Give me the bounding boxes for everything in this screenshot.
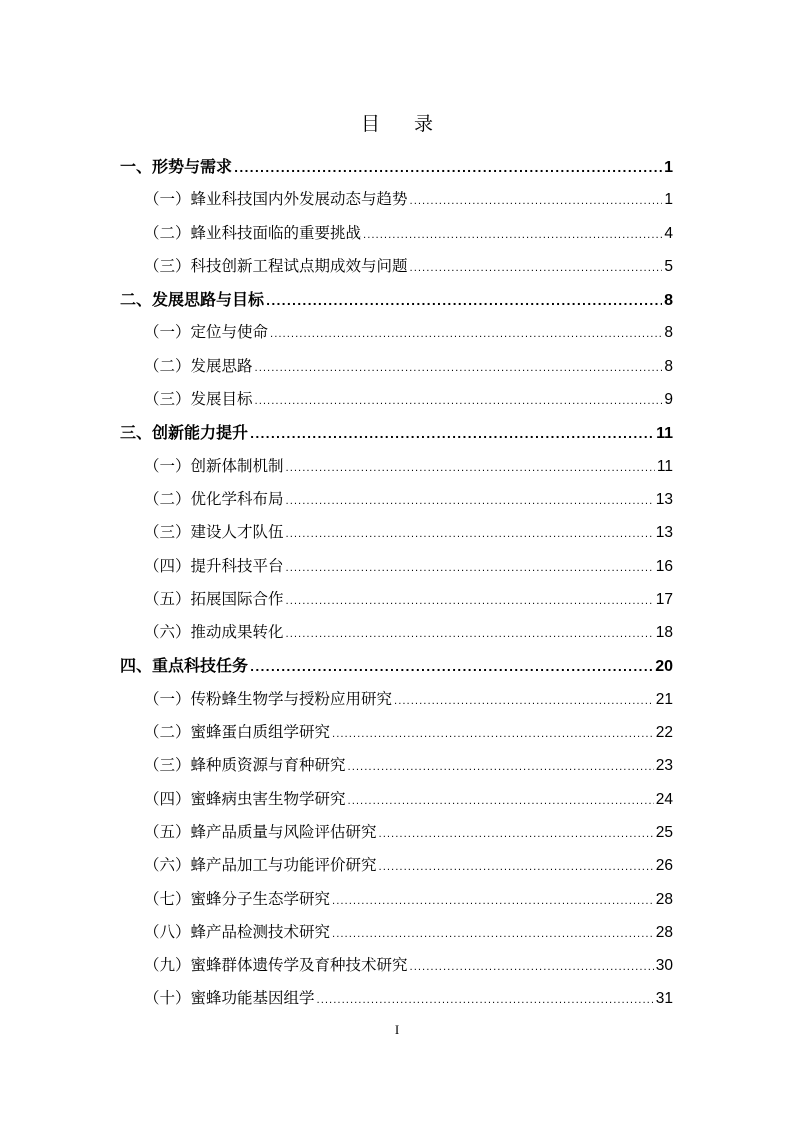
toc-entry-label: （二）蜜蜂蛋白质组学研究 bbox=[144, 723, 331, 742]
toc-dot-leader bbox=[286, 618, 654, 651]
toc-entry-label: （一）蜂业科技国内外发展动态与趋势 bbox=[144, 190, 408, 209]
toc-section-entry[interactable] bbox=[120, 383, 673, 416]
toc-section-entry[interactable] bbox=[120, 516, 673, 549]
toc-dot-leader bbox=[266, 285, 662, 318]
toc-section-entry[interactable] bbox=[120, 550, 673, 583]
toc-section-entry[interactable] bbox=[120, 316, 673, 349]
toc-section-entry[interactable] bbox=[120, 783, 673, 816]
toc-entry-page: 22 bbox=[655, 724, 673, 742]
toc-dot-leader bbox=[234, 152, 662, 185]
toc-dot-leader bbox=[394, 685, 654, 718]
toc-dot-leader bbox=[286, 485, 654, 518]
toc-dot-leader bbox=[332, 918, 654, 951]
toc-entry-page: 9 bbox=[664, 391, 673, 409]
toc-entry-page: 18 bbox=[655, 624, 673, 642]
toc-section-entry[interactable] bbox=[120, 749, 673, 782]
toc-section-entry[interactable] bbox=[120, 450, 673, 483]
table-of-contents bbox=[120, 150, 673, 1016]
toc-entry-label: （四）提升科技平台 bbox=[144, 556, 284, 575]
toc-entry-page: 31 bbox=[655, 990, 673, 1008]
toc-entry-label: （九）蜜蜂群体遗传学及育种技术研究 bbox=[144, 956, 408, 975]
toc-entry-page: 17 bbox=[655, 590, 673, 608]
toc-section-entry[interactable] bbox=[120, 183, 673, 216]
toc-dot-leader bbox=[363, 219, 662, 252]
toc-entry-label: （三）科技创新工程试点期成效与问题 bbox=[144, 256, 408, 275]
toc-entry-label: （八）蜂产品检测技术研究 bbox=[144, 922, 331, 941]
toc-entry-label: （三）建设人才队伍 bbox=[144, 523, 284, 542]
toc-entry-page: 25 bbox=[655, 823, 673, 841]
toc-entry-page: 8 bbox=[664, 324, 673, 342]
toc-chapter-entry[interactable] bbox=[120, 416, 673, 449]
toc-entry-page: 21 bbox=[655, 690, 673, 708]
toc-dot-leader bbox=[332, 718, 654, 751]
page-title: 目 录 bbox=[360, 112, 448, 135]
toc-entry-page: 20 bbox=[655, 658, 673, 676]
toc-dot-leader bbox=[410, 252, 663, 285]
toc-section-entry[interactable] bbox=[120, 883, 673, 916]
toc-section-entry[interactable] bbox=[120, 350, 673, 383]
toc-section-entry[interactable] bbox=[120, 982, 673, 1015]
toc-chapter-entry[interactable] bbox=[120, 283, 673, 316]
toc-entry-page: 13 bbox=[655, 490, 673, 508]
toc-chapter-entry[interactable] bbox=[120, 150, 673, 183]
toc-dot-leader bbox=[255, 385, 663, 418]
toc-dot-leader bbox=[255, 352, 663, 385]
toc-entry-label: （一）传粉蜂生物学与授粉应用研究 bbox=[144, 689, 393, 708]
toc-entry-page: 13 bbox=[655, 524, 673, 542]
toc-dot-leader bbox=[410, 951, 654, 984]
toc-entry-label: （三）发展目标 bbox=[144, 390, 253, 409]
toc-dot-leader bbox=[286, 518, 654, 551]
toc-entry-label: 二、发展思路与目标 bbox=[120, 290, 265, 310]
toc-section-entry[interactable] bbox=[120, 583, 673, 616]
toc-entry-label: （一）创新体制机制 bbox=[144, 456, 284, 475]
toc-dot-leader bbox=[286, 452, 655, 485]
toc-section-entry[interactable] bbox=[120, 250, 673, 283]
toc-entry-label: （六）蜂产品加工与功能评价研究 bbox=[144, 856, 377, 875]
toc-dot-leader bbox=[410, 185, 663, 218]
page-number: I bbox=[394, 1022, 400, 1037]
toc-dot-leader bbox=[250, 651, 653, 684]
toc-entry-page: 30 bbox=[655, 957, 673, 975]
toc-dot-leader bbox=[379, 851, 654, 884]
toc-entry-page: 11 bbox=[656, 457, 673, 475]
toc-entry-label: （四）蜜蜂病虫害生物学研究 bbox=[144, 789, 346, 808]
toc-dot-leader bbox=[379, 818, 654, 851]
toc-entry-label: （二）发展思路 bbox=[144, 356, 253, 375]
toc-entry-label: （六）推动成果转化 bbox=[144, 623, 284, 642]
toc-entry-label: （五）蜂产品质量与风险评估研究 bbox=[144, 822, 377, 841]
toc-entry-label: 四、重点科技任务 bbox=[120, 656, 249, 676]
toc-entry-page: 26 bbox=[655, 857, 673, 875]
toc-entry-page: 8 bbox=[664, 292, 673, 310]
toc-entry-label: （五）拓展国际合作 bbox=[144, 589, 284, 608]
toc-entry-page: 11 bbox=[656, 425, 673, 443]
toc-entry-label: 一、形势与需求 bbox=[120, 157, 233, 176]
toc-entry-page: 28 bbox=[655, 923, 673, 941]
toc-dot-leader bbox=[317, 984, 654, 1017]
toc-section-entry[interactable] bbox=[120, 483, 673, 516]
toc-section-entry[interactable] bbox=[120, 683, 673, 716]
toc-dot-leader bbox=[250, 418, 654, 451]
toc-entry-page: 28 bbox=[655, 890, 673, 908]
toc-entry-label: （三）蜂种质资源与育种研究 bbox=[144, 756, 346, 775]
toc-section-entry[interactable] bbox=[120, 217, 673, 250]
toc-dot-leader bbox=[270, 318, 662, 351]
toc-dot-leader bbox=[286, 585, 654, 618]
toc-chapter-entry[interactable] bbox=[120, 649, 673, 682]
toc-entry-label: 三、创新能力提升 bbox=[120, 423, 249, 443]
toc-entry-page: 5 bbox=[664, 257, 673, 275]
toc-entry-label: （一）定位与使命 bbox=[144, 323, 269, 342]
toc-entry-page: 1 bbox=[664, 191, 673, 209]
toc-dot-leader bbox=[348, 751, 654, 784]
toc-section-entry[interactable] bbox=[120, 916, 673, 949]
toc-dot-leader bbox=[348, 785, 654, 818]
toc-entry-page: 23 bbox=[655, 757, 673, 775]
toc-section-entry[interactable] bbox=[120, 816, 673, 849]
toc-dot-leader bbox=[286, 552, 654, 585]
toc-entry-label: （十）蜜蜂功能基因组学 bbox=[144, 989, 315, 1008]
toc-entry-label: （二）优化学科布局 bbox=[144, 489, 284, 508]
toc-entry-page: 4 bbox=[664, 224, 673, 242]
toc-entry-page: 16 bbox=[655, 557, 673, 575]
toc-section-entry[interactable] bbox=[120, 949, 673, 982]
toc-entry-page: 1 bbox=[664, 159, 673, 176]
toc-entry-label: （七）蜜蜂分子生态学研究 bbox=[144, 889, 331, 908]
toc-entry-page: 24 bbox=[655, 790, 673, 808]
toc-entry-label: （二）蜂业科技面临的重要挑战 bbox=[144, 223, 362, 242]
toc-section-entry[interactable] bbox=[120, 616, 673, 649]
toc-dot-leader bbox=[332, 885, 654, 918]
toc-section-entry[interactable] bbox=[120, 849, 673, 882]
toc-section-entry[interactable] bbox=[120, 716, 673, 749]
toc-entry-page: 8 bbox=[664, 357, 673, 375]
